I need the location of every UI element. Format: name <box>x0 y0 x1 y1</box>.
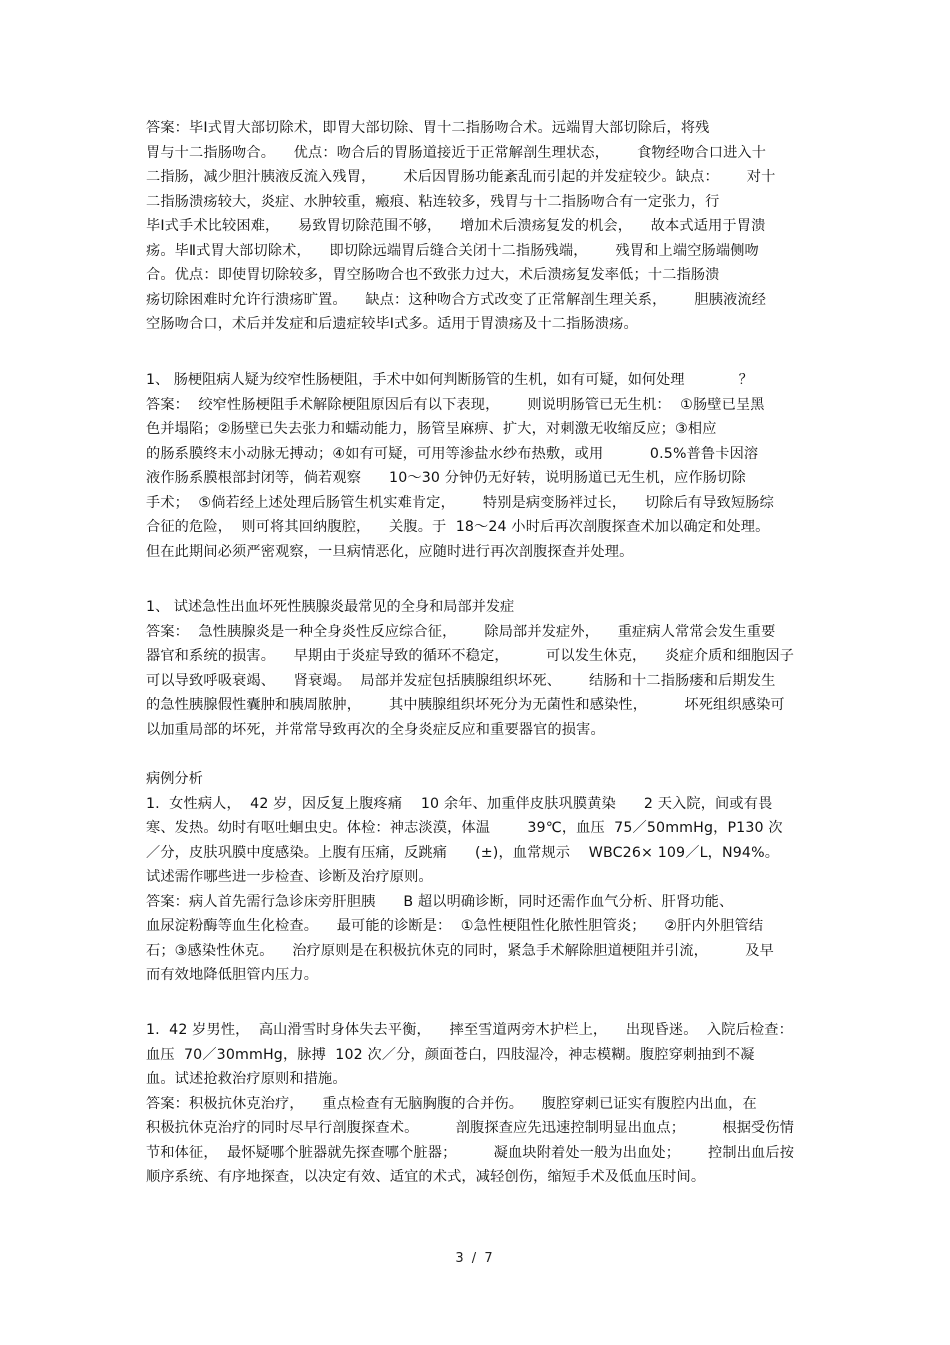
text-line: 1. 女性病人， 42 岁，因反复上腹疼痛 10 余年、加重伴皮肤巩膜黄染 2 天入院，间或有畏 <box>146 795 773 812</box>
text-line: 石；③感染性休克。 治疗原则是在积极抗休克的同时，紧急手术解除胆道梗阻并引流， 及早 <box>146 942 774 959</box>
text-line: 以加重局部的坏死，并常常导致再次的全身炎症反应和重要器官的损害。 <box>146 721 605 738</box>
question-strangulated-obstruction <box>146 368 814 564</box>
section-heading: 病例分析 <box>146 771 203 787</box>
text-line: 试述需作哪些进一步检查、诊断及治疗原则。 <box>146 869 433 885</box>
text-line: 节和体征， 最怀疑哪个脏器就先探查哪个脏器； 凝血块附着处一般为出血处； 控制出血后按 <box>146 1144 795 1161</box>
text-line: 胃与十二指肠吻合。 优点：吻合后的胃肠道接近于正常解剖生理状态， 食物经吻合口进入十 <box>146 144 767 161</box>
text-line: 答案： 急性胰腺炎是一种全身炎性反应综合征， 除局部并发症外， 重症病人常常会发生重要 <box>146 623 776 640</box>
text-line: 血尿淀粉酶等血生化检查。 最可能的诊断是： ①急性梗阻性化脓性胆管炎； ②肝内外胆管结 <box>146 918 764 934</box>
text-line: 积极抗休克治疗的同时尽早行剖腹探查术。 剖腹探查应先迅速控制明显出血点； 根据受伤情 <box>146 1120 795 1136</box>
case-trauma <box>146 1018 814 1190</box>
text-line: 答案：病人首先需行急诊床旁肝胆胰 B 超以明确诊断，同时还需作血气分析、肝肾功能、 <box>146 893 734 910</box>
text-line: 液作肠系膜根部封闭等，倘若观察 10～30 分钟仍无好转，说明肠道已无生机，应作肠切除 <box>146 470 746 486</box>
text-line: 二指肠溃疡较大，炎症、水肿较重，瘢痕、粘连较多，残胃与十二指肠吻合有一定张力，行 <box>146 193 720 210</box>
text-line: 答案：积极抗休克治疗， 重点检查有无脑胸腹的合并伤。 腹腔穿刺已证实有腹腔内出血，在 <box>146 1095 757 1112</box>
text-line: 寒、发热。幼时有呕吐蛔虫史。体检：神志淡漠，体温 39℃，血压 75／50mmHg，P130 次 <box>146 820 783 836</box>
text-line: 手术； ⑤倘若经上述处理后肠管生机实难肯定， 特别是病变肠袢过长， 切除后有导致短肠综 <box>146 494 774 511</box>
text-line: 而有效地降低胆管内压力。 <box>146 967 319 983</box>
section-heading: 1、 试述急性出血坏死性胰腺炎最常见的全身和局部并发症 <box>146 599 515 615</box>
text-line: 可以导致呼吸衰竭、 肾衰竭。 局部并发症包括胰腺组织坏死、 结肠和十二指肠瘘和后期发生 <box>146 672 776 689</box>
text-line: 器官和系统的损害。 早期由于炎症导致的循环不稳定， 可以发生休克， 炎症介质和细胞因子 <box>146 648 795 664</box>
text-line: 空肠吻合口，术后并发症和后遗症较毕Ⅰ式多。适用于胃溃疡及十二指肠溃疡。 <box>146 316 638 332</box>
text-line: 答案： 绞窄性肠梗阻手术解除梗阻原因后有以下表现， 则说明肠管已无生机： ①肠壁已呈黑 <box>146 396 765 413</box>
text-line: 合。优点：即使胃切除较多，胃空肠吻合也不致张力过大，术后溃疡复发率低；十二指肠溃 <box>146 267 720 283</box>
text-line: 的急性胰腺假性囊肿和胰周脓肿， 其中胰腺组织坏死分为无菌性和感染性， 坏死组织感染可 <box>146 697 785 713</box>
text-line: ／分，皮肤巩膜中度感染。上腹有压痛，反跳痛 (±)，血常规示 WBC26× 109／L，N94%。 <box>146 844 780 861</box>
text-line: 血压 70／30mmHg，脉搏 102 次／分，颜面苍白，四肢湿冷，神志模糊。腹腔穿刺抽到不凝 <box>146 1046 755 1063</box>
text-line: 答案：毕Ⅰ式胃大部切除术，即胃大部切除、胃十二指肠吻合术。远端胃大部切除后，将残 <box>146 120 710 136</box>
text-line: 血。试述抢救治疗原则和措施。 <box>146 1071 347 1087</box>
case-analysis <box>146 767 814 988</box>
question-pancreatitis <box>146 595 814 742</box>
text-line: 色并塌陷；②肠壁已失去张力和蠕动能力，肠管呈麻痹、扩大，对刺激无收缩反应；③相应 <box>146 421 717 437</box>
text-line: 疡。毕Ⅱ式胃大部切除术， 即切除远端胃后缝合关闭十二指肠残端， 残胃和上端空肠端侧吻 <box>146 242 759 259</box>
text-line: 二指肠，减少胆汁胰液反流入残胃， 术后因胃肠功能紊乱而引起的并发症较少。缺点： 对十 <box>146 169 776 185</box>
text-line: 毕Ⅰ式手术比较困难， 易致胃切除范围不够， 增加术后溃疡复发的机会， 故本式适用于胃溃 <box>146 218 766 234</box>
text-line: 的肠系膜终末小动脉无搏动；④如有可疑，可用等渗盐水纱布热敷，或用 0.5%普鲁卡因溶 <box>146 445 759 462</box>
page-number: 3 / 7 <box>455 1251 495 1266</box>
section-heading: 1、 肠梗阻病人疑为绞窄性肠梗阻，手术中如何判断肠管的生机，如有可疑，如何处理 ？ <box>146 372 753 388</box>
text-line: 顺序系统、有序地探查，以决定有效、适宜的术式，减轻创伤，缩短手术及低血压时间。 <box>146 1169 706 1185</box>
text-line: 合征的危险， 则可将其回纳腹腔， 关腹。于 18～24 小时后再次剖腹探查术加以确定和处理。 <box>146 519 770 535</box>
text-line: 1. 42 岁男性， 高山滑雪时身体失去平衡， 摔至雪道两旁木护栏上， 出现昏迷。 入院后检查： <box>146 1022 793 1038</box>
answer-gastrectomy <box>146 116 814 337</box>
text-line: 疡切除困难时允许行溃疡旷置。 缺点：这种吻合方式改变了正常解剖生理关系， 胆胰液流经 <box>146 291 767 308</box>
text-line: 但在此期间必须严密观察，一旦病情恶化，应随时进行再次剖腹探查并处理。 <box>146 543 634 560</box>
